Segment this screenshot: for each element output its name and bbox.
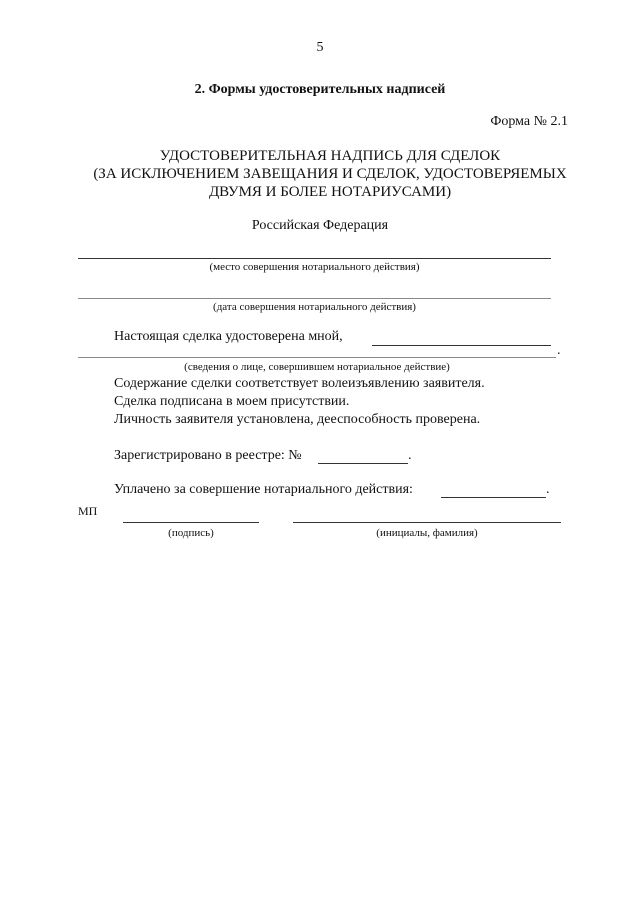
registered-label: Зарегистрировано в реестре: № <box>114 448 302 463</box>
paid-label: Уплачено за совершение нотариального действия: <box>114 482 413 497</box>
certified-text: Настоящая сделка удостоверена мной, <box>114 329 343 344</box>
statement-signed: Сделка подписана в моем присутствии. <box>114 394 350 409</box>
date-caption: (дата совершения нотариального действия) <box>213 301 416 313</box>
name-caption: (инициалы, фамилия) <box>376 527 478 539</box>
place-caption: (место совершения нотариального действия) <box>209 261 420 273</box>
title-line-1: УДОСТОВЕРИТЕЛЬНАЯ НАДПИСЬ ДЛЯ СДЕЛОК <box>159 148 501 164</box>
registry-number-blank-line <box>318 463 408 464</box>
signature-blank-line <box>123 522 259 523</box>
place-blank-line <box>78 258 551 259</box>
date-blank-line <box>78 298 551 299</box>
country-name: Российская Федерация <box>251 218 389 233</box>
page-number: 5 <box>316 40 324 55</box>
section-title: 2. Формы удостоверительных надписей <box>194 82 446 97</box>
stamp-label: МП <box>78 504 98 518</box>
signature-caption: (подпись) <box>168 527 214 539</box>
title-line-3: ДВУМЯ И БОЛЕЕ НОТАРИУСАМИ) <box>208 184 452 200</box>
document-title <box>60 147 600 201</box>
statement-will: Содержание сделки соответствует волеизъявлению заявителя. <box>114 376 485 391</box>
notary-info-blank-line <box>78 357 556 358</box>
notary-info-caption: (сведения о лице, совершившем нотариальное действие) <box>184 361 450 373</box>
notary-info-period: . <box>557 343 561 358</box>
notary-name-blank-line <box>372 345 551 346</box>
registered-period: . <box>408 448 412 463</box>
title-line-2: (ЗА ИСКЛЮЧЕНИЕМ ЗАВЕЩАНИЯ И СДЕЛОК, УДОСТОВЕРЯЕМЫХ <box>93 166 567 182</box>
name-blank-line <box>293 522 561 523</box>
paid-period: . <box>546 482 550 497</box>
paid-amount-blank-line <box>441 497 546 498</box>
form-number: Форма № 2.1 <box>490 114 568 129</box>
statement-identity: Личность заявителя установлена, дееспособность проверена. <box>114 412 481 427</box>
